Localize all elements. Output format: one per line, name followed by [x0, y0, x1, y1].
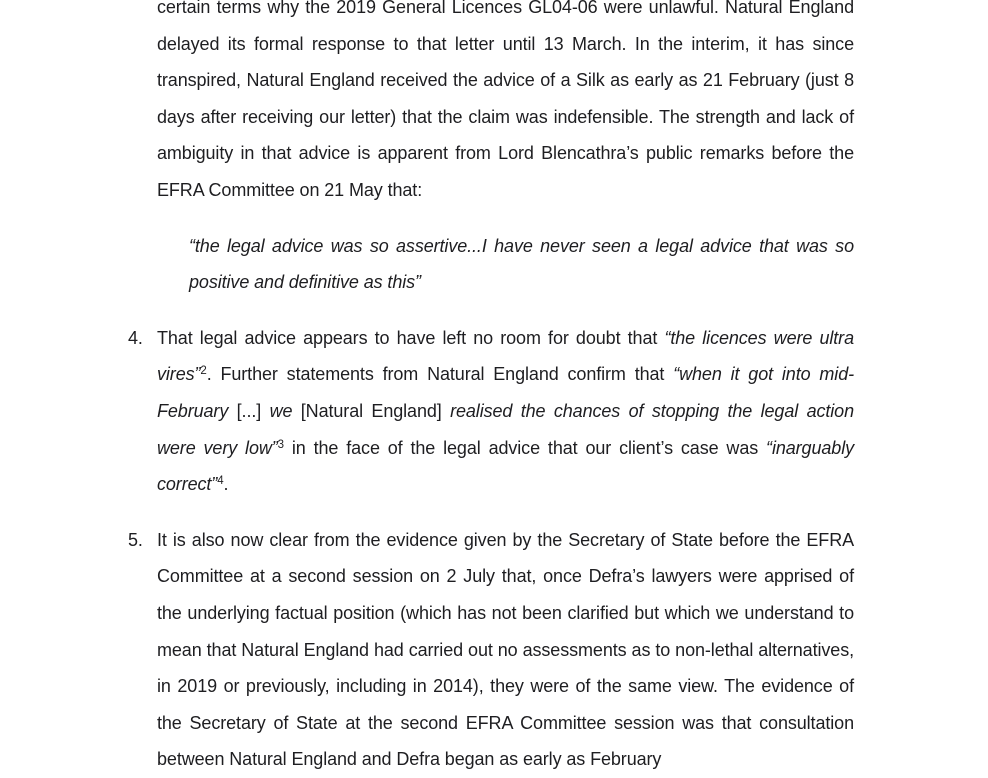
body-paragraph-continuation	[157, 0, 854, 209]
text-run: [...]	[236, 400, 270, 421]
text-run: . Further statements from Natural England confirm that	[206, 364, 674, 385]
text-run: “when it got into mid-February	[157, 364, 855, 421]
text-run: realised the chances of stopping the legal action were very low”	[157, 400, 854, 458]
text-run: That legal advice appears to have left no room for doubt that	[157, 327, 665, 348]
footnote-marker: 2	[200, 365, 207, 378]
list-item-5	[128, 522, 854, 778]
text-run: .	[223, 474, 229, 495]
text-run: in the face of the legal advice that our client’s case was	[283, 437, 767, 458]
list-number: 5.	[128, 529, 143, 550]
text-run: “the licences were ultra vires”	[157, 327, 854, 385]
text-run: “inarguably correct”	[157, 437, 854, 495]
list-number: 4.	[128, 327, 143, 348]
text-run: It is also now clear from the evidence given by the Secretary of State before the EFRA Committee at a second session on 2 July that, once Defra’s lawyers were apprised of the underlying factual position (which has not been clarified but which we understand to mean that Natural England had carried out no assessments as to non-lethal alternatives, in 2019 or previously, including in 2014), they were of the same view. The evidence of the Secretary of State at the second EFRA Committee session was that consultation between Natural England and Defra began as early as February	[157, 529, 854, 770]
document-content	[128, 0, 855, 778]
footnote-marker: 4	[217, 475, 224, 488]
footnote-marker: 3	[277, 438, 284, 451]
block-quote	[189, 228, 854, 301]
text-run: “the legal advice was so assertive...I have never seen a legal advice that was so positive and definitive as this”	[189, 235, 854, 293]
list-item-4	[128, 320, 855, 503]
text-run: certain terms why the 2019 General Licences GL04-06 were unlawful. Natural England delayed its formal response to that letter until 13 March. In the interim, it has since transpired, Natural England received the advice of a Silk as early as 21 February (just 8 days after receiving our letter) that the claim was indefensible. The strength and lack of ambiguity in that advice is apparent from Lord Blencathra’s public remarks before the EFRA Committee on 21 May that:	[157, 0, 854, 200]
text-run: we	[269, 400, 301, 421]
text-run: [Natural England]	[300, 400, 451, 421]
